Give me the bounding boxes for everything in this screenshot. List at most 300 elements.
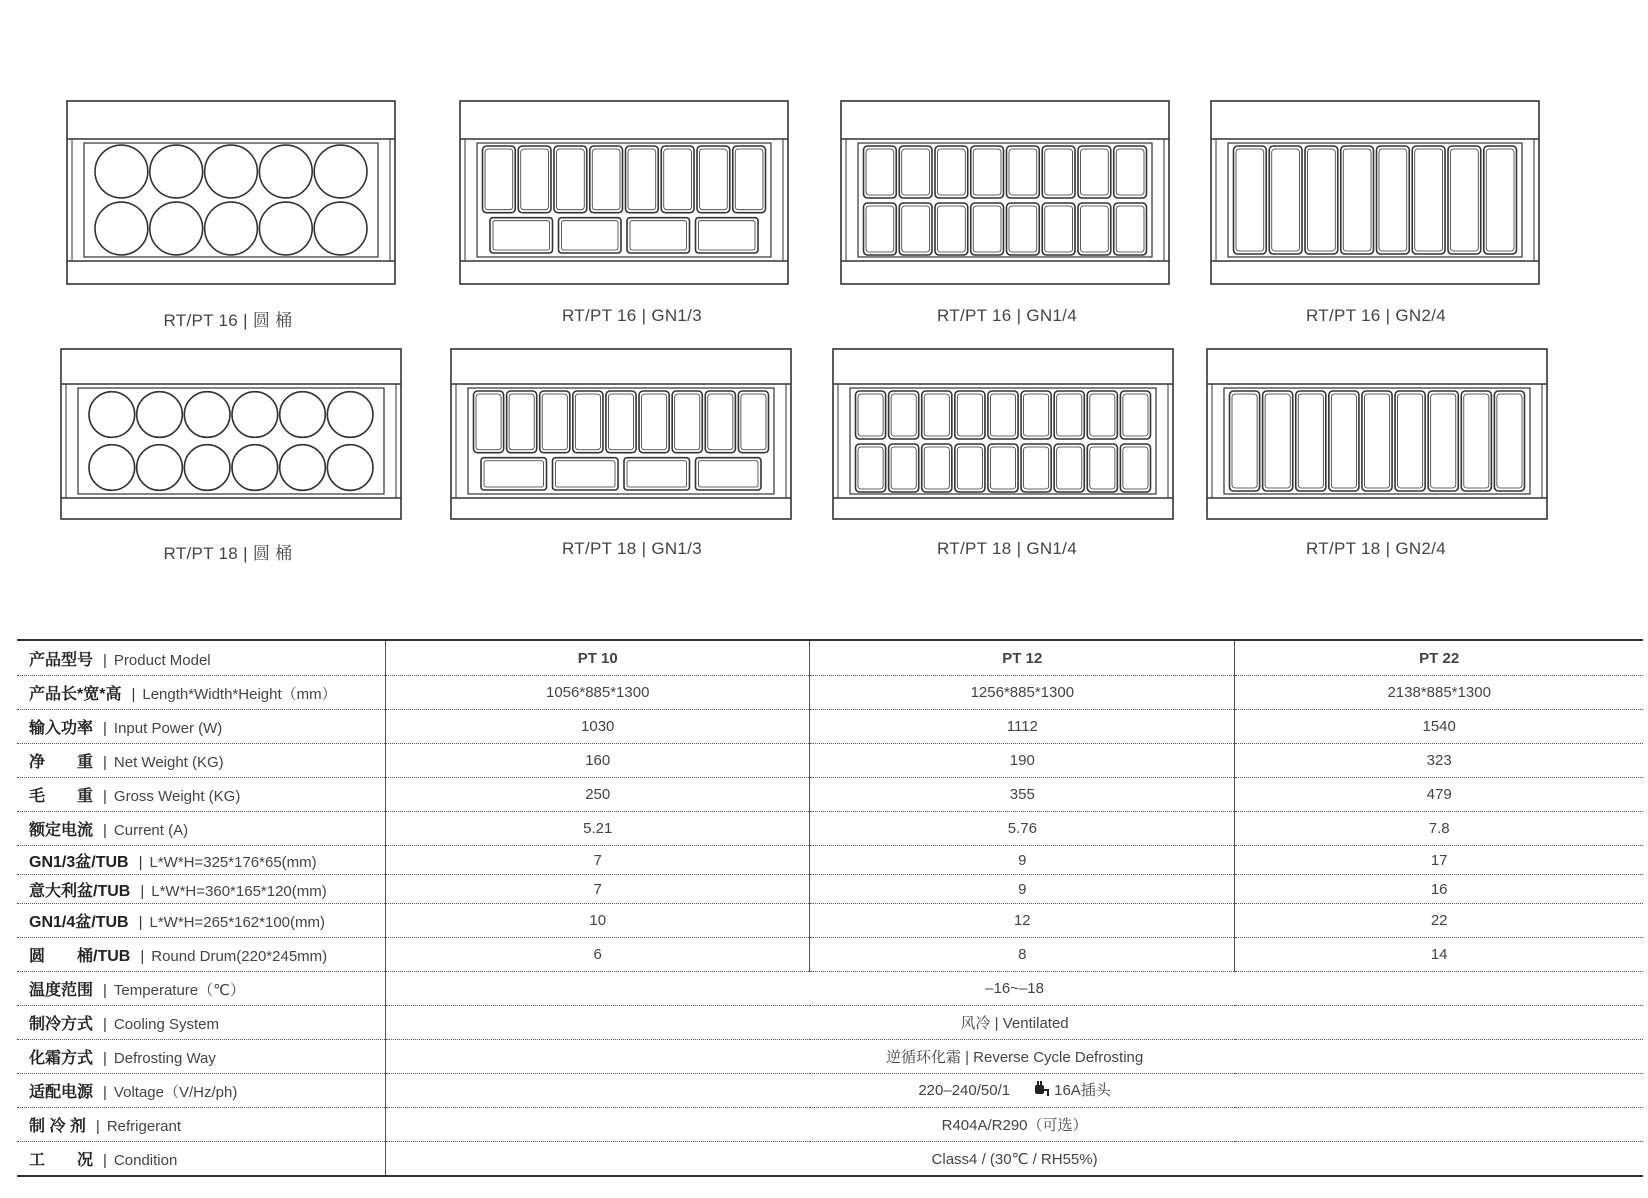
gn-pan-wide [559, 218, 622, 253]
label-cn: 额定电流 [29, 822, 94, 839]
row-product-model [17, 640, 1643, 676]
gn-pan-inner [1009, 206, 1037, 252]
round-drum [137, 392, 183, 438]
gn-pan-inner [924, 394, 949, 436]
gn-pan-tall [1234, 146, 1267, 254]
label-en: Refrigerant [106, 1118, 182, 1135]
gn-pan-inner [700, 149, 728, 210]
diagram-rt-pt16-round [66, 100, 396, 285]
gn-pan-wide-inner [562, 221, 619, 250]
gn-pan [1042, 203, 1075, 255]
gn-pan-inner [1081, 206, 1109, 252]
gn-pan-tall-inner [1364, 394, 1389, 488]
gn-pan-inner [902, 206, 930, 252]
model-pt22: PT 22 [1235, 640, 1643, 676]
gn-pan [1120, 391, 1150, 439]
spec-row-shared [17, 1074, 1643, 1108]
gn-pan [971, 146, 1004, 198]
label-en: Voltage（V/Hz/ph) [113, 1084, 238, 1101]
gn-pan-inner [866, 206, 894, 252]
round-drum [184, 445, 230, 491]
spec-value: 1540 [1235, 710, 1643, 744]
round-drum [280, 392, 326, 438]
round-drum [259, 202, 312, 255]
gn-pan-tall [1329, 391, 1359, 491]
spec-value: 10 [386, 904, 810, 938]
round-drum [95, 145, 148, 198]
spec-value: 1256*885*1300 [810, 676, 1235, 710]
gn-pan [1054, 444, 1084, 492]
gn-pan [856, 444, 886, 492]
spec-row [17, 778, 1643, 812]
cabinet-outline [459, 100, 789, 285]
round-drum [150, 145, 203, 198]
spec-value: 5.76 [810, 812, 1235, 846]
gn-pan [935, 203, 968, 255]
gn-pan [922, 444, 952, 492]
spec-row [17, 744, 1643, 778]
gn-pan-tall-inner [1486, 149, 1514, 251]
spec-row-shared [17, 1108, 1643, 1142]
gn-pan-inner [990, 394, 1015, 436]
gn-pan [483, 146, 516, 213]
gn-pan-inner [675, 394, 700, 450]
gn-pan-inner [1057, 447, 1082, 489]
gn-pan-inner [708, 394, 733, 450]
gn-pan-wide-inner [699, 461, 759, 487]
spec-value: 5.21 [386, 812, 810, 846]
round-drum [232, 445, 278, 491]
label-en: L*W*H=325*176*65(mm) [149, 853, 317, 871]
gn-pan-inner [741, 394, 766, 450]
caption-rt-pt18-gn13: RT/PT 18 | GN1/3 [562, 539, 702, 558]
spec-value: 190 [810, 744, 1235, 778]
gn-pan-tall-inner [1343, 149, 1371, 251]
diagram-rt-pt16-gn13 [459, 100, 789, 285]
label-separator: | [140, 882, 145, 900]
round-drum [89, 392, 135, 438]
gn-pan-inner [938, 149, 966, 195]
spec-row-shared [17, 1142, 1643, 1177]
round-drum [327, 392, 373, 438]
gn-pan-wide-inner [630, 221, 687, 250]
label-separator: | [103, 1152, 107, 1169]
spec-row-label [17, 744, 386, 778]
label-cn: 化霜方式 [29, 1050, 94, 1067]
plug-icon [1032, 1080, 1050, 1102]
label-en: Temperature（℃） [113, 982, 245, 999]
spec-row [17, 676, 1643, 710]
label-en: Cooling System [113, 1016, 219, 1033]
label-separator: | [103, 982, 107, 999]
gn-pan-wide-inner [627, 461, 687, 487]
diagram-rt-pt18-gn24 [1206, 348, 1548, 520]
model-pt12: PT 12 [810, 640, 1235, 676]
spec-row [17, 812, 1643, 846]
spec-value: 2138*885*1300 [1235, 676, 1643, 710]
label-cn: 制冷方式 [29, 1016, 94, 1033]
round-drum [259, 145, 312, 198]
spec-value: 323 [1235, 744, 1643, 778]
spec-row-label [17, 710, 386, 744]
gn-pan [661, 146, 694, 213]
gn-pan-inner [924, 447, 949, 489]
gn-pan-inner [891, 394, 916, 436]
spec-value: 1056*885*1300 [386, 676, 810, 710]
label-cn: 净 重 [29, 754, 94, 771]
label-cn: 输入功率 [29, 720, 94, 737]
shared-value-cell [386, 1074, 1643, 1108]
gn-pan [971, 203, 1004, 255]
cabinet-outline [450, 348, 792, 520]
gn-pan-wide [624, 458, 690, 490]
round-drum [314, 145, 367, 198]
shared-value: R404A/R290（可选） [941, 1117, 1088, 1134]
label-en: L*W*H=265*162*100(mm) [149, 914, 325, 931]
spec-row-label [17, 875, 386, 904]
gn-pan-inner [891, 447, 916, 489]
spec-row-label [17, 1142, 386, 1177]
gn-pan-tall-inner [1379, 149, 1407, 251]
label-separator: | [103, 720, 107, 737]
cabinet-well [78, 388, 384, 494]
label-en: Defrosting Way [113, 1050, 216, 1067]
label-cn: GN1/4盆/TUB [29, 914, 129, 931]
gn-pan [1021, 444, 1051, 492]
gn-pan-inner [575, 394, 600, 450]
label-en: Length*Width*Height（mm） [142, 686, 337, 703]
spec-value: 7 [386, 875, 810, 904]
gn-pan-tall-inner [1232, 394, 1257, 488]
gn-pan-inner [642, 394, 667, 450]
gn-pan-tall-inner [1272, 149, 1300, 251]
spec-row-shared [17, 1006, 1643, 1040]
spec-row-label [17, 1040, 386, 1074]
round-drum [205, 145, 258, 198]
label-en: Input Power (W) [113, 720, 223, 737]
gn-pan-inner [1081, 149, 1109, 195]
label-separator: | [103, 788, 107, 805]
spec-row-label [17, 938, 386, 972]
cabinet-well [468, 388, 774, 494]
gn-pan [889, 444, 919, 492]
round-drum [95, 202, 148, 255]
gn-pan [697, 146, 730, 213]
gn-pan-tall [1362, 391, 1392, 491]
gn-pan-inner [957, 394, 982, 436]
gn-pan [1087, 391, 1117, 439]
gn-pan-inner [521, 149, 549, 210]
gn-pan-inner [509, 394, 534, 450]
caption-rt-pt18-round: RT/PT 18 | 圆 桶 [163, 544, 293, 563]
caption-rt-pt16-gn13: RT/PT 16 | GN1/3 [562, 306, 702, 325]
caption-rt-pt16-gn24: RT/PT 16 | GN2/4 [1306, 306, 1446, 325]
label-cn: 制 冷 剂 [29, 1118, 86, 1135]
cabinet-outline [1210, 100, 1540, 285]
label-cn: 温度范围 [29, 982, 94, 999]
gn-pan [554, 146, 587, 213]
label-separator: | [103, 822, 107, 839]
gn-pan [856, 391, 886, 439]
gn-pan-inner [1116, 206, 1144, 252]
gn-pan-inner [1057, 394, 1082, 436]
cabinet-outline [60, 348, 402, 520]
gn-pan-inner [1090, 447, 1115, 489]
spec-row-label [17, 812, 386, 846]
gn-pan-tall-inner [1431, 394, 1456, 488]
round-drum [89, 445, 135, 491]
gn-pan-inner [973, 206, 1001, 252]
spec-row-label [17, 972, 386, 1006]
gn-pan-wide [696, 458, 762, 490]
gn-pan-wide-inner [484, 461, 544, 487]
gn-pan-inner [1024, 394, 1049, 436]
gn-pan [573, 391, 603, 453]
gn-pan [864, 146, 897, 198]
cabinet-outline [832, 348, 1174, 520]
label-separator: | [103, 754, 107, 771]
gn-pan [738, 391, 768, 453]
shared-value-cell [386, 1108, 1643, 1142]
caption-rt-pt18-gn24: RT/PT 18 | GN2/4 [1306, 539, 1446, 558]
round-drum [150, 202, 203, 255]
gn-pan [1042, 146, 1075, 198]
gn-pan [1021, 391, 1051, 439]
spec-value: 7 [386, 846, 810, 875]
gn-pan-inner [990, 447, 1015, 489]
spec-value: 9 [810, 846, 1235, 875]
gn-pan-tall [1461, 391, 1491, 491]
diagram-rt-pt16-gn24 [1210, 100, 1540, 285]
label-separator: | [131, 686, 136, 703]
gn-pan-tall [1428, 391, 1458, 491]
shared-value-cell [386, 1006, 1643, 1040]
spec-value: 12 [810, 904, 1235, 938]
spec-value: 160 [386, 744, 810, 778]
gn-pan-inner [485, 149, 513, 210]
gn-pan-wide [553, 458, 619, 490]
diagram-rt-pt18-gn13 [450, 348, 792, 520]
gn-pan-tall [1230, 391, 1260, 491]
shared-value-cell [386, 1142, 1643, 1177]
label-separator: | [103, 1084, 107, 1101]
shared-value-extra: 16A插头 [1054, 1081, 1111, 1099]
spec-value: 8 [810, 938, 1235, 972]
label-en: Gross Weight (KG) [113, 788, 241, 805]
label-separator: | [138, 853, 143, 871]
gn-pan [864, 203, 897, 255]
gn-pan [626, 146, 659, 213]
gn-pan-inner [858, 394, 883, 436]
label-cn: 毛 重 [29, 788, 94, 805]
spec-row [17, 938, 1643, 972]
gn-pan [1114, 146, 1147, 198]
gn-pan-wide [627, 218, 690, 253]
round-drum [327, 445, 373, 491]
gn-pan-inner [1045, 206, 1073, 252]
round-drum [280, 445, 326, 491]
gn-pan-inner [1123, 394, 1148, 436]
gn-pan [733, 146, 766, 213]
label-cn: 圆 桶/TUB [29, 948, 131, 965]
spec-value: 1112 [810, 710, 1235, 744]
gn-pan-tall-inner [1415, 149, 1443, 251]
gn-pan [1054, 391, 1084, 439]
round-drum [205, 202, 258, 255]
label-cn: 工 况 [29, 1152, 94, 1169]
shared-value-cell [386, 1040, 1643, 1074]
gn-pan-tall-inner [1308, 149, 1336, 251]
gn-pan-wide [490, 218, 553, 253]
gn-pan-wide [696, 218, 759, 253]
gn-pan [1007, 146, 1040, 198]
gn-pan-inner [557, 149, 585, 210]
gn-pan-inner [938, 206, 966, 252]
gn-pan [507, 391, 537, 453]
gn-pan-inner [866, 149, 894, 195]
gn-pan-inner [592, 149, 620, 210]
label-en: Round Drum(220*245mm) [151, 948, 328, 965]
gn-pan-inner [858, 447, 883, 489]
cabinet-well [850, 388, 1156, 494]
spec-row-label [17, 1108, 386, 1142]
spec-row [17, 904, 1643, 938]
gn-pan [889, 391, 919, 439]
caption-rt-pt16-gn14: RT/PT 16 | GN1/4 [937, 306, 1077, 325]
label-cn: GN1/3盆/TUB [29, 853, 129, 871]
label-en: L*W*H=360*165*120(mm) [151, 882, 327, 900]
shared-value: 风冷 | Ventilated [960, 1015, 1069, 1032]
spec-value: 17 [1235, 846, 1643, 875]
caption-rt-pt18-gn14: RT/PT 18 | GN1/4 [937, 539, 1077, 558]
shared-value: Class4 / (30℃ / RH55%) [931, 1150, 1098, 1168]
gn-pan [672, 391, 702, 453]
spec-value: 7.8 [1235, 812, 1643, 846]
gn-pan [639, 391, 669, 453]
cabinet-outline [66, 100, 396, 285]
shared-value: 220–240/50/1 [918, 1081, 1011, 1099]
label-en: Condition [113, 1152, 178, 1169]
gn-pan-tall [1494, 391, 1524, 491]
gn-pan-tall-inner [1331, 394, 1356, 488]
gn-pan-inner [957, 447, 982, 489]
spec-value: 355 [810, 778, 1235, 812]
spec-row-label [17, 1006, 386, 1040]
spec-value: 16 [1235, 875, 1643, 904]
spec-row-label [17, 676, 386, 710]
gn-pan [935, 146, 968, 198]
label-cn: 适配电源 [29, 1084, 94, 1101]
gn-pan [1120, 444, 1150, 492]
label-separator: | [103, 1016, 107, 1033]
diagram-rt-pt18-gn14 [832, 348, 1174, 520]
gn-pan [1078, 203, 1111, 255]
gn-pan-tall [1448, 146, 1481, 254]
gn-pan-tall-inner [1236, 149, 1264, 251]
label-separator: | [138, 914, 143, 931]
spec-value: 6 [386, 938, 810, 972]
diagram-rt-pt18-round [60, 348, 402, 520]
gn-pan-tall [1412, 146, 1445, 254]
model-pt10: PT 10 [386, 640, 810, 676]
diagram-rt-pt16-gn14 [840, 100, 1170, 285]
shared-value-cell [386, 972, 1643, 1006]
gn-pan-wide [481, 458, 547, 490]
label-cn: 意大利盆/TUB [29, 882, 131, 900]
cabinet-well [1224, 388, 1530, 494]
spec-value: 479 [1235, 778, 1643, 812]
gn-pan-tall [1263, 391, 1293, 491]
gn-pan-tall-inner [1497, 394, 1522, 488]
cabinet-outline [1206, 348, 1548, 520]
gn-pan [1087, 444, 1117, 492]
gn-pan-tall [1305, 146, 1338, 254]
gn-pan-inner [1123, 447, 1148, 489]
gn-pan-inner [608, 394, 633, 450]
label-separator: | [103, 651, 107, 669]
gn-pan-tall [1377, 146, 1410, 254]
gn-pan-wide-inner [493, 221, 550, 250]
gn-pan [988, 391, 1018, 439]
gn-pan-inner [1024, 447, 1049, 489]
gn-pan-inner [902, 149, 930, 195]
spec-row-label [17, 846, 386, 875]
gn-pan [922, 391, 952, 439]
gn-pan-inner [1116, 149, 1144, 195]
gn-pan-inner [664, 149, 692, 210]
label-separator: | [140, 948, 145, 965]
label-en: Net Weight (KG) [113, 754, 224, 771]
spec-row [17, 710, 1643, 744]
gn-pan [955, 444, 985, 492]
gn-pan-wide-inner [699, 221, 756, 250]
gn-pan-tall [1269, 146, 1302, 254]
gn-pan-tall-inner [1464, 394, 1489, 488]
caption-rt-pt16-round: RT/PT 16 | 圆 桶 [163, 311, 293, 330]
gn-pan [955, 391, 985, 439]
label-separator: | [103, 1050, 107, 1067]
gn-pan-inner [735, 149, 763, 210]
spec-row-label [17, 778, 386, 812]
spec-value: 1030 [386, 710, 810, 744]
spec-row [17, 875, 1643, 904]
gn-pan-tall [1296, 391, 1326, 491]
gn-pan-tall [1341, 146, 1374, 254]
label-en: Product Model [113, 651, 211, 669]
gn-pan [590, 146, 623, 213]
gn-pan-inner [1045, 149, 1073, 195]
gn-pan-inner [542, 394, 567, 450]
gn-pan [988, 444, 1018, 492]
cabinet-well [84, 143, 378, 257]
spec-row-shared [17, 1040, 1643, 1074]
label-cn: 产品长*宽*高 [29, 686, 122, 703]
gn-pan-inner [973, 149, 1001, 195]
round-drum [232, 392, 278, 438]
gn-pan [1114, 203, 1147, 255]
label-product-model [17, 640, 386, 676]
gn-pan [540, 391, 570, 453]
label-cn: 产品型号 [29, 651, 94, 669]
round-drum [314, 202, 367, 255]
gn-pan [474, 391, 504, 453]
gn-pan [1078, 146, 1111, 198]
round-drum [137, 445, 183, 491]
gn-pan-tall [1395, 391, 1425, 491]
gn-pan [1007, 203, 1040, 255]
cabinet-outline [840, 100, 1170, 285]
label-separator: | [95, 1118, 100, 1135]
